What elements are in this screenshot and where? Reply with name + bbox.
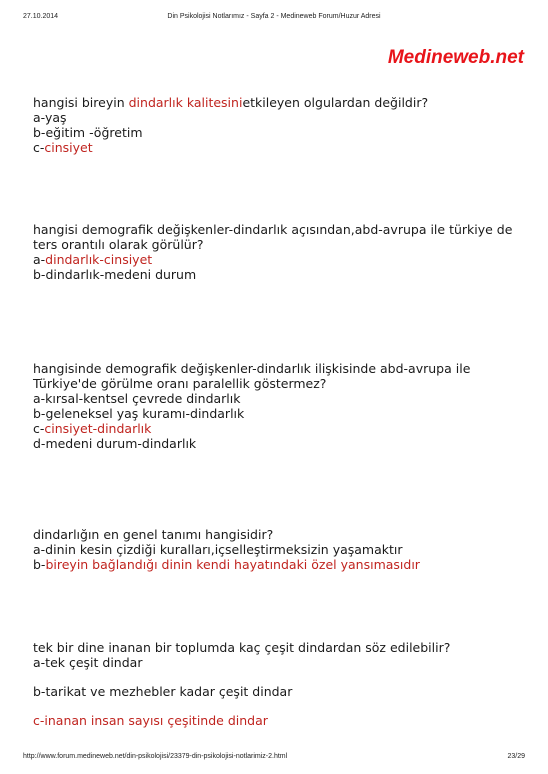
option-b: b-eğitim -öğretim (33, 125, 143, 140)
question-4 (33, 527, 523, 572)
question-1 (33, 95, 523, 155)
option-a: a-kırsal-kentsel çevrede dindarlık (33, 391, 241, 406)
page-number: 23/29 (507, 753, 525, 760)
question-text: dindarlığın en genel tanımı hangisidir? (33, 527, 274, 542)
site-logo: Medineweb.net (387, 47, 524, 68)
option-b: b-tarikat ve mezhebler kadar çeşit dindar (33, 684, 293, 699)
page-header-title: Din Psikolojisi Notlarımız - Sayfa 2 - Medineweb Forum/Huzur Adresi (167, 13, 381, 20)
question-text: hangisi bireyin dindarlık kalitesinietkileyen olgulardan değildir? (33, 95, 429, 110)
option-a: a-yaş (33, 110, 67, 125)
question-3 (33, 361, 523, 451)
option-c-correct: c-inanan insan sayısı çeşitinde dindar (33, 713, 268, 728)
option-a-correct: a-dindarlık-cinsiyet (33, 252, 153, 267)
option-b-correct: b-bireyin bağlandığı dinin kendi hayatındaki özel yansımasıdır (33, 557, 420, 572)
option-b: b-dindarlık-medeni durum (33, 267, 197, 282)
question-text: tek bir dine inanan bir toplumda kaç çeşit dindardan söz edilebilir? (33, 640, 451, 655)
option-a: a-dinin kesin çizdiği kuralları,içselleştirmeksizin yaşamaktır (33, 542, 403, 557)
question-text: hangisi demografik değişkenler-dindarlık açısından,abd-avrupa ile türkiye de ters orantılı olarak görülür? (33, 222, 513, 252)
question-5 (33, 640, 523, 728)
option-d: d-medeni durum-dindarlık (33, 436, 197, 451)
print-date: 27.10.2014 (23, 13, 59, 20)
option-c-correct: c-cinsiyet (33, 140, 93, 155)
question-text: hangisinde demografik değişkenler-dindarlık ilişkisinde abd-avrupa ile Türkiye'de görülme oranı paralellik göstermez? (33, 361, 471, 391)
option-b: b-geleneksel yaş kuramı-dindarlık (33, 406, 245, 421)
question-2 (33, 222, 523, 282)
option-a: a-tek çeşit dindar (33, 655, 143, 670)
footer-url: http://www.forum.medineweb.net/din-psikolojisi/23379-din-psikolojisi-notlarimiz-2.html (23, 753, 288, 760)
option-c-correct: c-cinsiyet-dindarlık (33, 421, 152, 436)
